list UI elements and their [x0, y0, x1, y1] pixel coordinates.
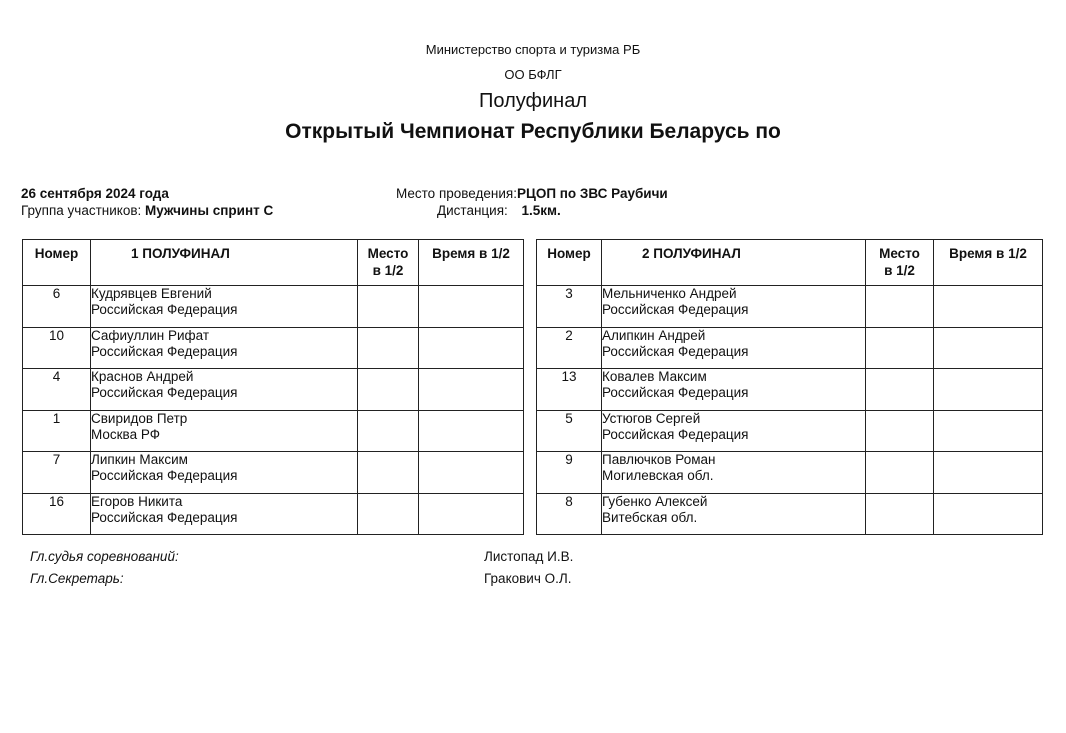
athlete-cell: [91, 286, 358, 328]
time-cell: [934, 493, 1043, 535]
athlete-number: 6: [23, 286, 91, 328]
athlete-number: 3: [537, 286, 602, 328]
place-cell: [358, 452, 419, 494]
athlete-region: Российская Федерация: [91, 343, 238, 359]
place-header-line2: в 1/2: [372, 263, 404, 278]
stage-title: Полуфинал: [479, 90, 587, 112]
athlete-cell: [602, 410, 866, 452]
athlete-cell: [602, 493, 866, 535]
athlete-number: 4: [23, 369, 91, 411]
athlete-number: 10: [23, 327, 91, 369]
time-cell: [934, 452, 1043, 494]
athlete-cell: [602, 452, 866, 494]
time-cell: [934, 410, 1043, 452]
judge-name: Листопад И.В.: [484, 549, 574, 564]
secretary-label: Гл.Секретарь:: [30, 571, 124, 586]
athlete-name: Павлючков Роман: [602, 452, 716, 467]
athlete-number: 13: [537, 369, 602, 411]
place-header: [866, 240, 934, 286]
athlete-region: Москва РФ: [91, 426, 160, 442]
athlete-name: Сафиуллин Рифат: [91, 327, 210, 343]
athlete-name: Устюгов Сергей: [602, 410, 701, 426]
place-cell: [866, 410, 934, 452]
semifinal-header: 1 ПОЛУФИНАЛ: [91, 240, 358, 286]
place-cell: [866, 369, 934, 411]
athlete-name: Краснов Андрей: [91, 369, 194, 384]
time-cell: [419, 327, 524, 369]
table-row: [537, 286, 1043, 328]
athlete-number: 1: [23, 410, 91, 452]
place-cell: [866, 286, 934, 328]
athlete-name: Свиридов Петр: [91, 410, 188, 426]
place-cell: [866, 327, 934, 369]
table-row: [23, 369, 524, 411]
place-cell: [358, 493, 419, 535]
secretary-name: Гракович О.Л.: [484, 571, 572, 586]
athlete-cell: [91, 327, 358, 369]
athlete-name: Липкин Максим: [91, 452, 188, 467]
distance-line: [437, 203, 561, 218]
ministry-name: Министерство спорта и туризма РБ: [425, 42, 641, 57]
athlete-region: Российская Федерация: [91, 468, 238, 483]
athlete-cell: [91, 493, 358, 535]
place-cell: [866, 493, 934, 535]
athlete-name: Кудрявцев Евгений: [91, 286, 212, 301]
athlete-region: Витебская обл.: [602, 509, 698, 525]
place-cell: [866, 452, 934, 494]
event-date: 26 сентября 2024 года: [21, 186, 169, 201]
time-cell: [934, 286, 1043, 328]
athlete-region: Российская Федерация: [602, 426, 749, 442]
time-cell: [934, 327, 1043, 369]
place-cell: [358, 410, 419, 452]
table-row: [23, 493, 524, 535]
athlete-cell: [602, 286, 866, 328]
table-row: [537, 327, 1043, 369]
table-row: [23, 286, 524, 328]
judge-label: Гл.судья соревнований:: [30, 549, 179, 564]
organization-name: ОО БФЛГ: [504, 67, 562, 82]
athlete-name: Губенко Алексей: [602, 493, 708, 509]
table-row: [23, 327, 524, 369]
time-cell: [934, 369, 1043, 411]
athlete-number: 9: [537, 452, 602, 494]
place-header-line2: в 1/2: [884, 263, 915, 278]
athlete-name: Ковалев Максим: [602, 369, 707, 384]
table-row: [23, 410, 524, 452]
semifinal-header: 2 ПОЛУФИНАЛ: [602, 240, 866, 286]
athlete-region: Российская Федерация: [91, 385, 238, 400]
venue-label: Место проведения:: [396, 186, 517, 201]
table-row: [537, 493, 1043, 535]
athlete-cell: [602, 369, 866, 411]
place-header: [358, 240, 419, 286]
athlete-number: 16: [23, 493, 91, 535]
semifinal-1-table: [22, 239, 524, 535]
table-header-row: [23, 240, 524, 286]
group-line: [21, 203, 273, 218]
time-cell: [419, 410, 524, 452]
time-cell: [419, 493, 524, 535]
group-label: Группа участников:: [21, 203, 142, 218]
place-header-line1: Место: [879, 246, 920, 261]
athlete-region: Российская Федерация: [602, 385, 749, 400]
athlete-cell: [91, 369, 358, 411]
athlete-name: Алипкин Андрей: [602, 327, 706, 343]
place-cell: [358, 286, 419, 328]
venue-value: РЦОП по ЗВС Раубичи: [516, 186, 668, 201]
athlete-number: 5: [537, 410, 602, 452]
athlete-region: Российская Федерация: [602, 343, 749, 359]
athlete-number: 8: [537, 493, 602, 535]
place-header-line1: Место: [367, 246, 409, 261]
time-cell: [419, 369, 524, 411]
athlete-name: Егоров Никита: [91, 493, 183, 509]
time-cell: [419, 452, 524, 494]
athlete-number: 7: [23, 452, 91, 494]
venue-line: [396, 186, 668, 201]
number-header: Номер: [23, 240, 91, 286]
athlete-region: Российская Федерация: [91, 302, 238, 317]
athlete-cell: [91, 452, 358, 494]
athlete-name: Мельниченко Андрей: [602, 286, 737, 301]
championship-title: Открытый Чемпионат Республики Беларусь по: [285, 120, 781, 143]
table-row: [537, 410, 1043, 452]
semifinal-2-table: [536, 239, 1043, 535]
place-cell: [358, 369, 419, 411]
athlete-region: Российская Федерация: [602, 302, 749, 317]
athlete-region: Могилевская обл.: [602, 468, 714, 483]
table-row: [537, 369, 1043, 411]
table-row: [537, 452, 1043, 494]
place-cell: [358, 327, 419, 369]
athlete-cell: [91, 410, 358, 452]
athlete-number: 2: [537, 327, 602, 369]
time-header: Время в 1/2: [419, 240, 524, 286]
athlete-region: Российская Федерация: [91, 509, 238, 525]
distance-label: Дистанция:: [437, 203, 508, 218]
table-row: [23, 452, 524, 494]
number-header: Номер: [537, 240, 602, 286]
time-header: Время в 1/2: [934, 240, 1043, 286]
athlete-cell: [602, 327, 866, 369]
group-value: Мужчины спринт С: [145, 203, 274, 218]
table-header-row: [537, 240, 1043, 286]
time-cell: [419, 286, 524, 328]
distance-value: 1.5км.: [521, 203, 561, 218]
